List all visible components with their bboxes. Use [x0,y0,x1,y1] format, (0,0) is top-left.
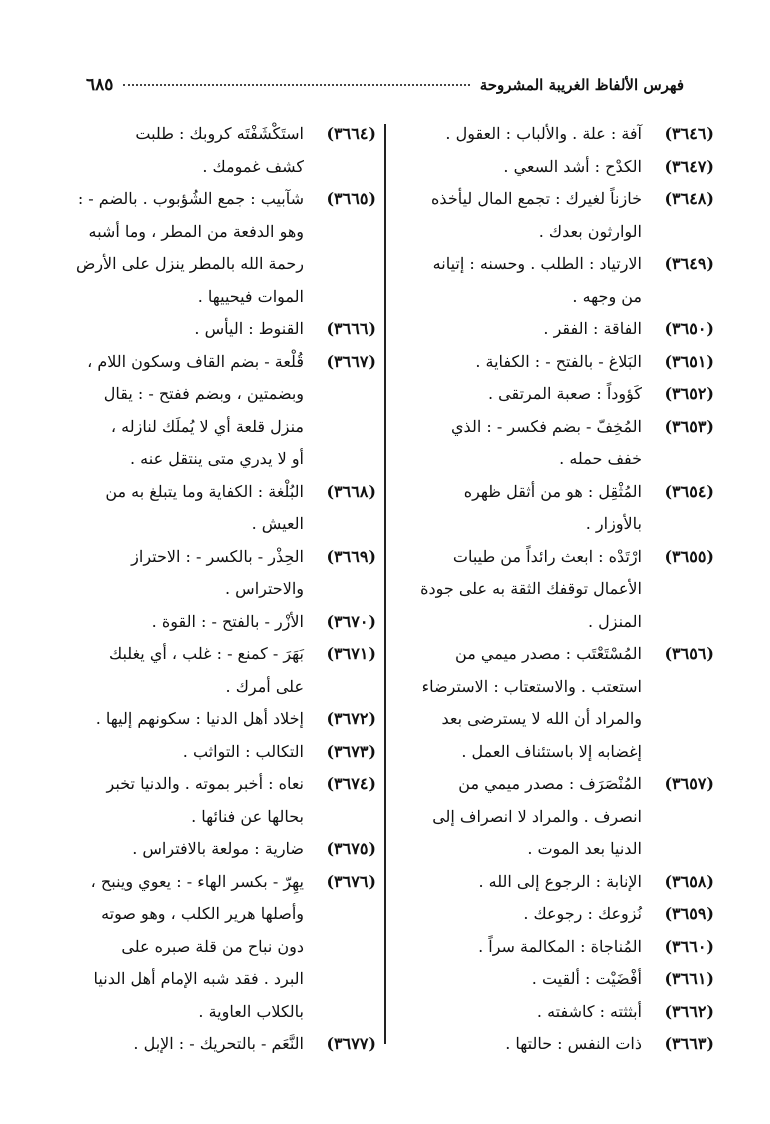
entry-text: نعاه : أخبر بموته . والدنيا تخبر [106,774,304,793]
glossary-entry [32,313,376,346]
entry-continuation: وهو الدفعة من المطر ، وما أشبه [88,221,304,241]
glossary-entry [32,736,376,769]
entry-continuation: على أمرك . [225,676,304,696]
glossary-entry [372,346,714,379]
entry-text: المُسْتَعْتَب : مصدر ميمي من [455,644,642,663]
entry-text: شآبيب : جمع الشُؤبوب . بالضم - : [77,189,304,208]
entry-number: (٣٦٥٧) [664,774,714,793]
entry-text: الحِذْر - بالكسر - : الاحتراز [131,546,304,566]
entry-number: (٣٦٦٦) [326,319,376,338]
entry-continuation: منزل قلعة أي لا يُملَك لنازله ، [110,416,304,436]
entry-text: ذات النفس : حالتها . [505,1034,642,1053]
entry-number: (٣٦٥١) [664,351,714,371]
entry-text: خازناً لغيرك : تجمع المال ليأخذه [431,189,642,208]
glossary-entry [32,541,376,606]
left-column [32,118,376,1061]
entry-continuation: انصرف . والمراد لا انصراف إلى [432,806,642,826]
entry-text: المُخِفّ - بضم فكسر - : الذي [451,416,642,436]
entry-continuation: من وجهه . [572,286,642,306]
entry-continuation: البرد . فقد شبه الإمام أهل الدنيا [93,969,304,988]
entry-continuation: والمراد أن الله لا يسترضى بعد [441,709,642,728]
entry-number: (٣٦٥٨) [664,871,714,891]
glossary-entry [32,346,376,476]
entry-continuation: الدنيا بعد الموت . [527,839,642,858]
glossary-entry [372,963,714,996]
entry-text: التكالب : التواثب . [182,741,304,761]
entry-number: (٣٦٦٨) [326,481,376,501]
glossary-entry [32,476,376,541]
entry-number: (٣٦٦٩) [326,546,376,566]
entry-text: ارْتَدْه : ابعث رائداً من طيبات [452,546,642,566]
entry-text: البَلاغ - بالفتح - : الكفاية . [475,351,642,371]
entry-continuation: استعتب . والاستعتاب : الاسترضاء [421,676,642,696]
glossary-entry [372,118,714,151]
glossary-entry [372,866,714,899]
entry-number: (٣٦٥٤) [664,481,714,501]
entry-text: قُلْعة - بضم القاف وسكون اللام ، [87,351,304,371]
entry-text: استَكْشَفْتَه كروبك : طلبت [135,124,304,143]
entry-continuation: وأصلها هرير الكلب ، وهو صوته [101,904,304,923]
right-column [372,118,714,1061]
glossary-entry [372,411,714,476]
entry-number: (٣٦٧٠) [326,611,376,631]
entry-continuation: رحمة الله بالمطر ينزل على الأرض [75,254,304,273]
glossary-entry [372,541,714,639]
glossary-entry [372,378,714,411]
glossary-entry [372,638,714,768]
entry-continuation: خفف حمله . [559,449,642,468]
glossary-entry [372,1028,714,1061]
entry-text: المُنْصَرَف : مصدر ميمي من [458,774,642,793]
glossary-entry [32,606,376,639]
entry-text: الإنابة : الرجوع إلى الله . [478,871,642,891]
glossary-entry [32,1028,376,1061]
entry-number: (٣٦٥٢) [664,384,714,403]
entry-number: (٣٦٤٧) [664,156,714,176]
glossary-entry [32,638,376,703]
glossary-entry [372,476,714,541]
running-head [86,68,684,102]
glossary-entry [372,183,714,248]
entry-number: (٣٦٤٩) [664,254,714,273]
entry-number: (٣٦٦٤) [326,124,376,143]
entry-number: (٣٦٧٤) [326,774,376,793]
entry-continuation: العيش . [251,514,304,533]
entry-text: إخلاد أهل الدنيا : سكونهم إليها . [95,709,304,728]
entry-number: (٣٦٧١) [326,644,376,663]
entry-number: (٣٦٥٠) [664,319,714,338]
entry-continuation: أو لا يدري متى ينتقل عنه . [129,449,304,468]
entry-text: ضارية : مولعة بالافتراس . [132,839,304,858]
entry-text: نُزوعك : رجوعك . [523,904,642,923]
glossary-entry [372,768,714,866]
entry-text: الأزْر - بالفتح - : القوة . [151,611,304,631]
entry-number: (٣٦٧٢) [326,709,376,728]
glossary-entry [32,703,376,736]
glossary-entry [372,151,714,184]
entry-number: (٣٦٧٦) [326,871,376,891]
entry-number: (٣٦٥٥) [664,546,714,566]
page-number: ٦٨٥ [86,75,114,95]
entry-text: البُلْغة : الكفاية وما يتبلغ به من [105,481,304,501]
glossary-entry [372,996,714,1029]
entry-number: (٣٦٦١) [664,969,714,988]
entry-continuation: الموات فيحييها . [197,286,304,306]
entry-text: النَّعَم - بالتحريك - : الإبل . [133,1034,304,1053]
entry-number: (٣٦٦٠) [664,936,714,956]
entry-number: (٣٦٦٣) [664,1034,714,1053]
glossary-entry [372,898,714,931]
entry-text: القنوط : اليأس . [194,319,304,338]
glossary-entry [372,248,714,313]
entry-number: (٣٦٧٥) [326,839,376,858]
entry-text: بَهَرَ - كمنع - : غلب ، أي يغلبك [108,644,304,663]
glossary-entry [372,931,714,964]
glossary-entry [32,183,376,313]
entry-continuation: بالأوزار . [585,514,642,533]
entry-number: (٣٦٦٥) [326,189,376,208]
leader-dots [123,84,469,86]
entry-number: (٣٦٤٨) [664,189,714,208]
entry-number: (٣٦٧٧) [326,1034,376,1053]
glossary-entry [32,866,376,1029]
entry-continuation: الوارثون بعدك . [538,221,642,241]
entry-text: الكدْح : أشد السعي . [503,156,642,176]
entry-number: (٣٦٦٢) [664,1001,714,1021]
entry-continuation: دون نباح من قلة صبره على [121,936,304,956]
entry-text: المُناجاة : المكالمة سراً . [478,936,642,956]
entry-continuation: المنزل . [587,611,642,631]
entry-continuation: كشف غمومك . [202,156,304,176]
entry-continuation: وبضمتين ، وبضم ففتح - : يقال [103,384,304,403]
entry-text: الفاقة : الفقر . [543,319,642,338]
entry-continuation: بالكلاب العاوية . [198,1001,304,1021]
entry-continuation: بحالها عن فنائها . [191,806,304,826]
entry-text: المُثْقِل : هو من أثقل ظهره [463,481,642,501]
entry-continuation: إغضابه إلا باستئناف العمل . [461,741,642,761]
entry-number: (٣٦٧٣) [326,741,376,761]
glossary-entry [32,118,376,183]
glossary-entry [372,313,714,346]
entry-text: الارتياد : الطلب . وحسنه : إتيانه [432,254,642,273]
entry-continuation: الأعمال توقفك الثقة به على جودة [420,579,642,598]
entry-number: (٣٦٥٣) [664,416,714,436]
entry-text: كَؤوداً : صعبة المرتقى . [488,384,642,403]
glossary-entry [32,833,376,866]
running-title: فهرس الألفاظ الغريبة المشروحة [479,76,684,94]
entry-text: آفة : علة . والألباب : العقول . [445,124,642,143]
glossary-entry [32,768,376,833]
entry-continuation: والاحتراس . [225,579,304,598]
entry-text: أبثثته : كاشفته . [536,1001,642,1021]
entry-number: (٣٦٥٦) [664,644,714,663]
entry-number: (٣٦٦٧) [326,351,376,371]
entry-text: أفْضَيْت : ألقيت . [531,969,642,988]
entry-text: يهِرّ - بكسر الهاء - : يعوي وينبح ، [90,871,304,891]
entry-number: (٣٦٥٩) [664,904,714,923]
entry-number: (٣٦٤٦) [664,124,714,143]
